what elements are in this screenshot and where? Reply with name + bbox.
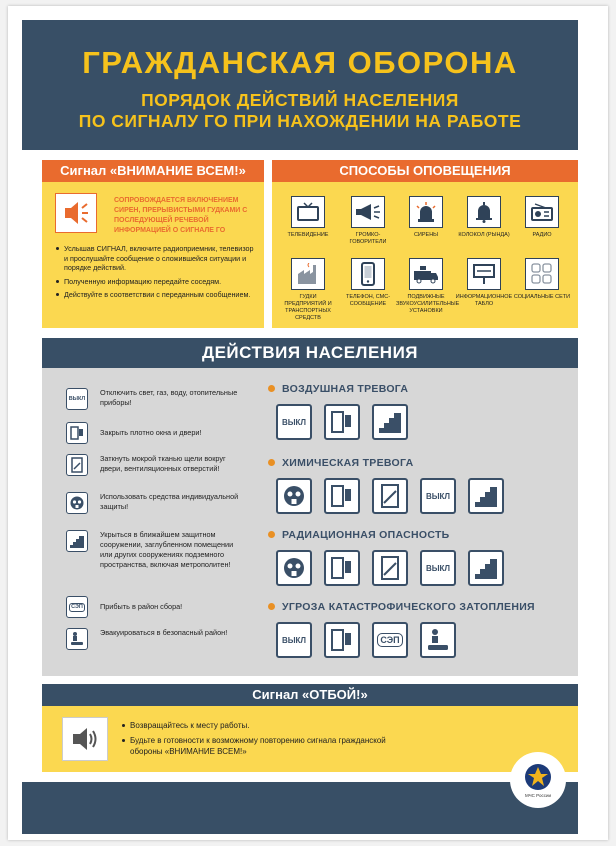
shelter-icon (468, 478, 504, 514)
legend-text: Закрыть плотно окна и двери! (100, 428, 202, 437)
method-label: ПОДВИЖНЫЕ ЗВУКОУСИЛИТЕЛЬНЫЕ УСТАНОВКИ (396, 294, 460, 314)
actions-heading: ДЕЙСТВИЯ НАСЕЛЕНИЯ (42, 338, 578, 368)
signal-heading: Сигнал «ВНИМАНИЕ ВСЕМ!» (42, 160, 264, 182)
legend-text: Прибыть в район сбора! (100, 602, 183, 611)
all-clear-panel (42, 684, 578, 772)
seal-door-icon (66, 454, 88, 476)
signal-step: Действуйте в соответствии с переданным сообщением. (56, 290, 256, 300)
assembly-point-icon (372, 622, 408, 658)
emblem-icon (523, 762, 553, 792)
all-clear-heading: Сигнал «ОТБОЙ!» (42, 684, 578, 706)
power-off-icon (420, 550, 456, 586)
social-icon (525, 258, 559, 290)
method-social (512, 258, 572, 301)
legend-text: Использовать средства индивидуальной защиты! (100, 492, 239, 511)
method-label: СИРЕНЫ (413, 232, 439, 238)
page-title: ГРАЖДАНСКАЯ ОБОРОНА (82, 45, 518, 80)
subtitle-line-2: ПО СИГНАЛУ ГО ПРИ НАХОЖДЕНИИ НА РАБОТЕ (78, 111, 522, 131)
legend-text: Укрыться в ближайшем защитном сооружении, заглубленном помещении или других сооружениях подземного пространства, включая метрополитен! (100, 530, 234, 569)
off-label: ВЫКЛ (281, 635, 307, 645)
subtitle-line-1: ПОРЯДОК ДЕЙСТВИЙ НАСЕЛЕНИЯ (141, 90, 459, 110)
method-label: ИНФОРМАЦИОННОЕ ТАБЛО (455, 294, 513, 307)
legend-text: Отключить свет, газ, воду, отопительные приборы! (100, 388, 238, 407)
power-off-icon (276, 622, 312, 658)
radio-icon (525, 196, 559, 228)
threat-name: УГРОЗА КАТАСТРОФИЧЕСКОГО ЗАТОПЛЕНИЯ (268, 600, 568, 614)
method-label: ГУДКИ ПРЕДПРИЯТИЙ И ТРАНСПОРТНЫХ СРЕДСТВ (284, 294, 332, 321)
shelter-icon (372, 404, 408, 440)
notification-heading: СПОСОБЫ ОПОВЕЩЕНИЯ (272, 160, 578, 182)
shelter-icon (66, 530, 88, 552)
footer-bar (22, 782, 578, 834)
all-clear-step: Будьте в готовности к возможному повторению сигнала гражданской обороны «ВНИМАНИЕ ВСЕМ!» (122, 735, 402, 757)
off-label: ВЫКЛ (425, 563, 451, 573)
tv-icon (291, 196, 325, 228)
seal-door-icon (372, 550, 408, 586)
emercom-logo (510, 752, 566, 808)
method-radio (512, 196, 572, 239)
shelter-icon (468, 550, 504, 586)
van-icon (409, 258, 443, 290)
power-off-icon (66, 388, 88, 410)
assembly-point-icon (66, 596, 88, 618)
bell-icon (467, 196, 501, 228)
factory-icon (291, 258, 325, 290)
off-label: ВЫКЛ (68, 396, 86, 402)
method-van (396, 258, 460, 315)
threat-flood (268, 600, 568, 658)
threat-name: ХИМИЧЕСКАЯ ТРЕВОГА (268, 456, 568, 470)
signal-step: Услышав СИГНАЛ, включите радиоприемник, телевизор и прослушайте сообщение о сложившейся ситуации и порядке действий. (56, 244, 256, 273)
threat-radiation (268, 528, 568, 586)
signal-description: СОПРОВОЖДАЕТСЯ ВКЛЮЧЕНИЕМ СИРЕН, ПРЕРЫВИСТЫМИ ГУДКАМИ С ПОСЛЕДУЮЩЕЙ РЕЧЕВОЙ ИНФОРМАЦИЕЙ О СИГНАЛЕ ГО (114, 197, 248, 234)
speaker-icon (55, 193, 97, 233)
method-tv (278, 196, 338, 239)
loudspeaker-icon (351, 196, 385, 228)
seal-door-icon (372, 478, 408, 514)
method-label: КОЛОКОЛ (РЫНДА) (458, 232, 510, 238)
notification-panel (272, 160, 578, 328)
gas-mask-icon (66, 492, 88, 514)
signal-step: Полученную информацию передайте соседям. (56, 277, 256, 287)
actions-panel (42, 338, 578, 676)
off-label: ВЫКЛ (425, 491, 451, 501)
method-label: СОЦИАЛЬНЫЕ СЕТИ (513, 294, 571, 300)
siren-icon (409, 196, 443, 228)
close-door-icon (324, 550, 360, 586)
close-door-icon (324, 478, 360, 514)
evacuate-icon (66, 628, 88, 650)
close-door-icon (66, 422, 88, 444)
threat-chemical (268, 456, 568, 514)
phone-icon (351, 258, 385, 290)
close-door-icon (324, 622, 360, 658)
method-label: ТЕЛЕВИДЕНИЕ (287, 232, 329, 238)
all-clear-steps (122, 720, 402, 761)
sep-label: СЭП (377, 633, 402, 647)
threat-air-raid (268, 382, 568, 440)
method-label: ГРОМКО-ГОВОРИТЕЛИ (349, 232, 387, 245)
sep-label: СЭП (71, 603, 83, 610)
method-label: РАДИО (532, 232, 552, 238)
threat-name: ВОЗДУШНАЯ ТРЕВОГА (268, 382, 568, 396)
page-subtitle (22, 90, 578, 132)
method-factory (278, 258, 338, 322)
all-clear-step: Возвращайтесь к месту работы. (122, 720, 402, 731)
method-label: ТЕЛЕФОН, СМС-СООБЩЕНИЕ (345, 294, 391, 307)
power-off-icon (276, 404, 312, 440)
legend-text: Эвакуироваться в безопасный район! (100, 628, 228, 637)
method-bell (454, 196, 514, 239)
threat-name: РАДИАЦИОННАЯ ОПАСНОСТЬ (268, 528, 568, 542)
method-phone (338, 258, 398, 308)
signal-panel (42, 160, 264, 328)
speaker-icon (62, 717, 108, 761)
info-board-icon (467, 258, 501, 290)
method-siren (396, 196, 456, 239)
method-info-board (454, 258, 514, 308)
close-door-icon (324, 404, 360, 440)
gas-mask-icon (276, 478, 312, 514)
power-off-icon (420, 478, 456, 514)
logo-caption: МЧС России (524, 793, 552, 798)
signal-steps (42, 244, 264, 300)
legend-text: Заткнуть мокрой тканью щели вокруг двери, вентиляционных отверстий! (100, 454, 226, 473)
evacuate-icon (420, 622, 456, 658)
gas-mask-icon (276, 550, 312, 586)
header-banner (22, 20, 578, 150)
method-loudspeaker (338, 196, 398, 246)
off-label: ВЫКЛ (281, 417, 307, 427)
